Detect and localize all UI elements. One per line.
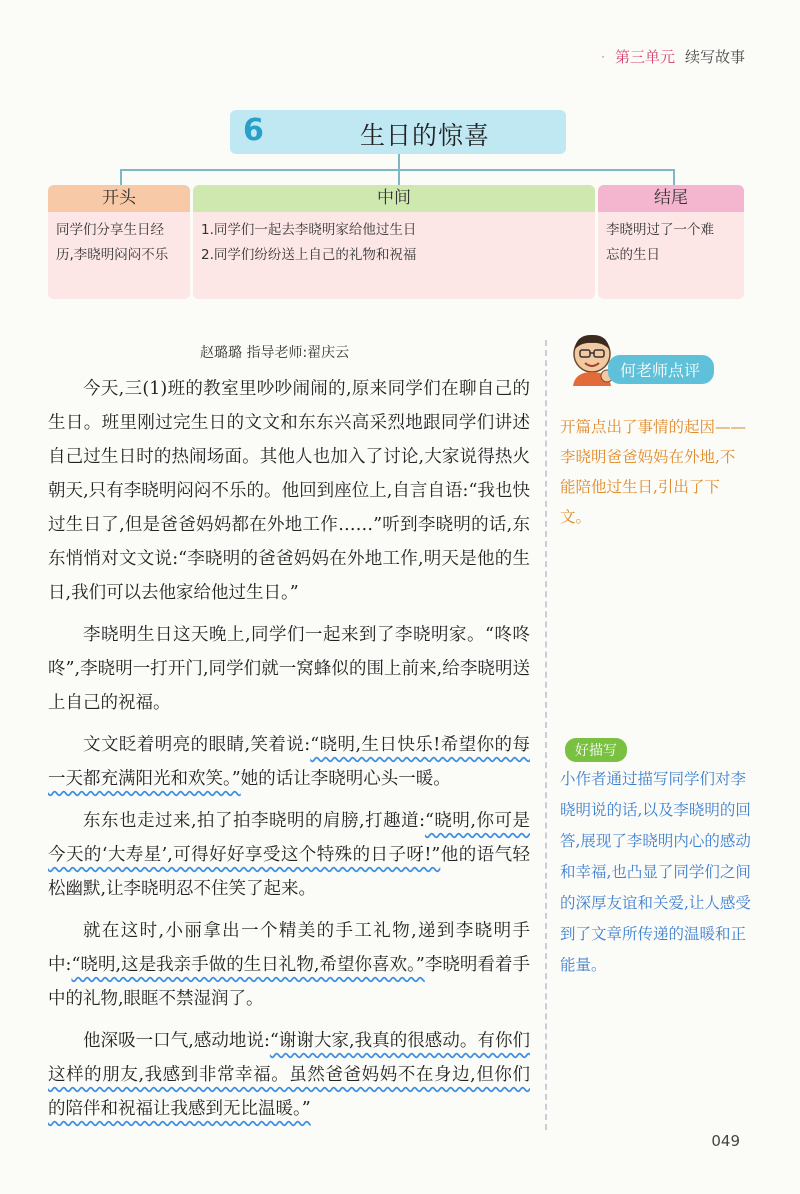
highlighted-quote: “谢谢大家,我真的很感动。有你们这样的朋友,我感到非常幸福。虽然爸爸妈妈不在身边,但你们的陪伴和祝福让我感到无比温暖。”	[48, 1031, 530, 1119]
outline-start-line: 历,李晓明闷闷不乐	[56, 247, 169, 263]
outline-start	[48, 185, 190, 299]
connector-line	[673, 169, 675, 185]
bullet-icon: ·	[601, 49, 605, 64]
essay-paragraph	[48, 914, 530, 1016]
unit-topic: 续写故事	[684, 48, 745, 66]
essay-paragraph: 李晓明生日这天晚上,同学们一起来到了李晓明家。“咚咚咚”,李晓明一打开门,同学们就一窝蜂似的围上前来,给李晓明送上自己的祝福。	[48, 625, 530, 713]
outline-end-line: 忘的生日	[606, 247, 660, 263]
teacher-comment-badge: 何老师点评	[608, 355, 714, 384]
outline-start-label: 开头	[48, 185, 190, 212]
outline-end-label: 结尾	[598, 185, 744, 212]
essay-paragraph	[48, 1024, 530, 1126]
essay-paragraph: 今天,三(1)班的教室里吵吵闹闹的,原来同学们在聊自己的生日。班里刚过完生日的文文和东东兴高采烈地跟同学们讲述自己过生日时的热闹场面。其他人也加入了讨论,大家说得热火朝天,只有李晓明闷闷不乐的。他回到座位上,自言自语:“我也快过生日了,但是爸爸妈妈都在外地工作……”听到李晓明的话,东东悄悄对文文说:“李晓明的爸爸妈妈在外地工作,明天是他的生日,我们可以去他家给他过生日。”	[48, 379, 530, 603]
sidebar-divider	[545, 340, 547, 1130]
essay-text: 东东也走过来,拍了拍李晓明的肩膀,打趣道:	[83, 811, 425, 831]
outline-middle-label: 中间	[193, 185, 595, 212]
essay-text: 就在这时,小丽拿出一个精美的手工礼物,递到李晓明手中:	[48, 921, 530, 975]
essay-text: 他深吸一口气,感动地说:	[83, 1031, 270, 1051]
outline-end	[598, 185, 744, 299]
connector-line	[398, 154, 400, 170]
outline-end-line: 李晓明过了一个难	[606, 222, 714, 238]
connector-line	[120, 169, 122, 185]
description-comment: 小作者通过描写同学们对李晓明说的话,以及李晓明的回答,展现了李晓明内心的感动和幸福,也凸显了同学们之间的深厚友谊和关爱,让人感受到了文章所传递的温暖和正能量。	[560, 770, 751, 974]
unit-name: 第三单元	[614, 48, 675, 66]
essay-body	[48, 372, 530, 1134]
lesson-number: 6	[243, 113, 264, 148]
outline-middle	[193, 185, 595, 299]
unit-header	[601, 46, 745, 67]
teacher-comment: 开篇点出了事情的起因——李晓明爸爸妈妈在外地,不能陪他过生日,引出了下文。	[560, 418, 747, 526]
page-title: 生日的惊喜	[360, 121, 491, 150]
essay-text: 李晓明看着手中的礼物,眼眶不禁湿润了。	[48, 955, 530, 1009]
essay-paragraph	[48, 804, 530, 906]
essay-text: 她的话让李晓明心头一暖。	[240, 769, 451, 789]
page-number: 049	[711, 1132, 740, 1150]
essay-text: 他的语气轻松幽默,让李晓明忍不住笑了起来。	[48, 845, 531, 899]
highlighted-quote: “晓明,这是我亲手做的生日礼物,希望你喜欢。”	[71, 955, 425, 975]
good-description-badge: 好描写	[565, 738, 627, 762]
essay-paragraph	[48, 728, 530, 796]
essay-text: 文文眨着明亮的眼睛,笑着说:	[83, 735, 311, 755]
outline-middle-line: 1.同学们一起去李晓明家给他过生日	[201, 222, 417, 238]
highlighted-quote: “晓明,你可是今天的‘大寿星’,可得好好享受这个特殊的日子呀!”	[48, 811, 530, 865]
outline-middle-line: 2.同学们纷纷送上自己的礼物和祝福	[201, 247, 417, 263]
highlighted-quote: “晓明,生日快乐!希望你的每一天都充满阳光和欢笑。”	[48, 735, 530, 789]
outline-start-line: 同学们分享生日经	[56, 222, 164, 238]
author-byline: 赵璐璐 指导老师:翟庆云	[200, 345, 350, 361]
connector-line	[398, 169, 400, 185]
